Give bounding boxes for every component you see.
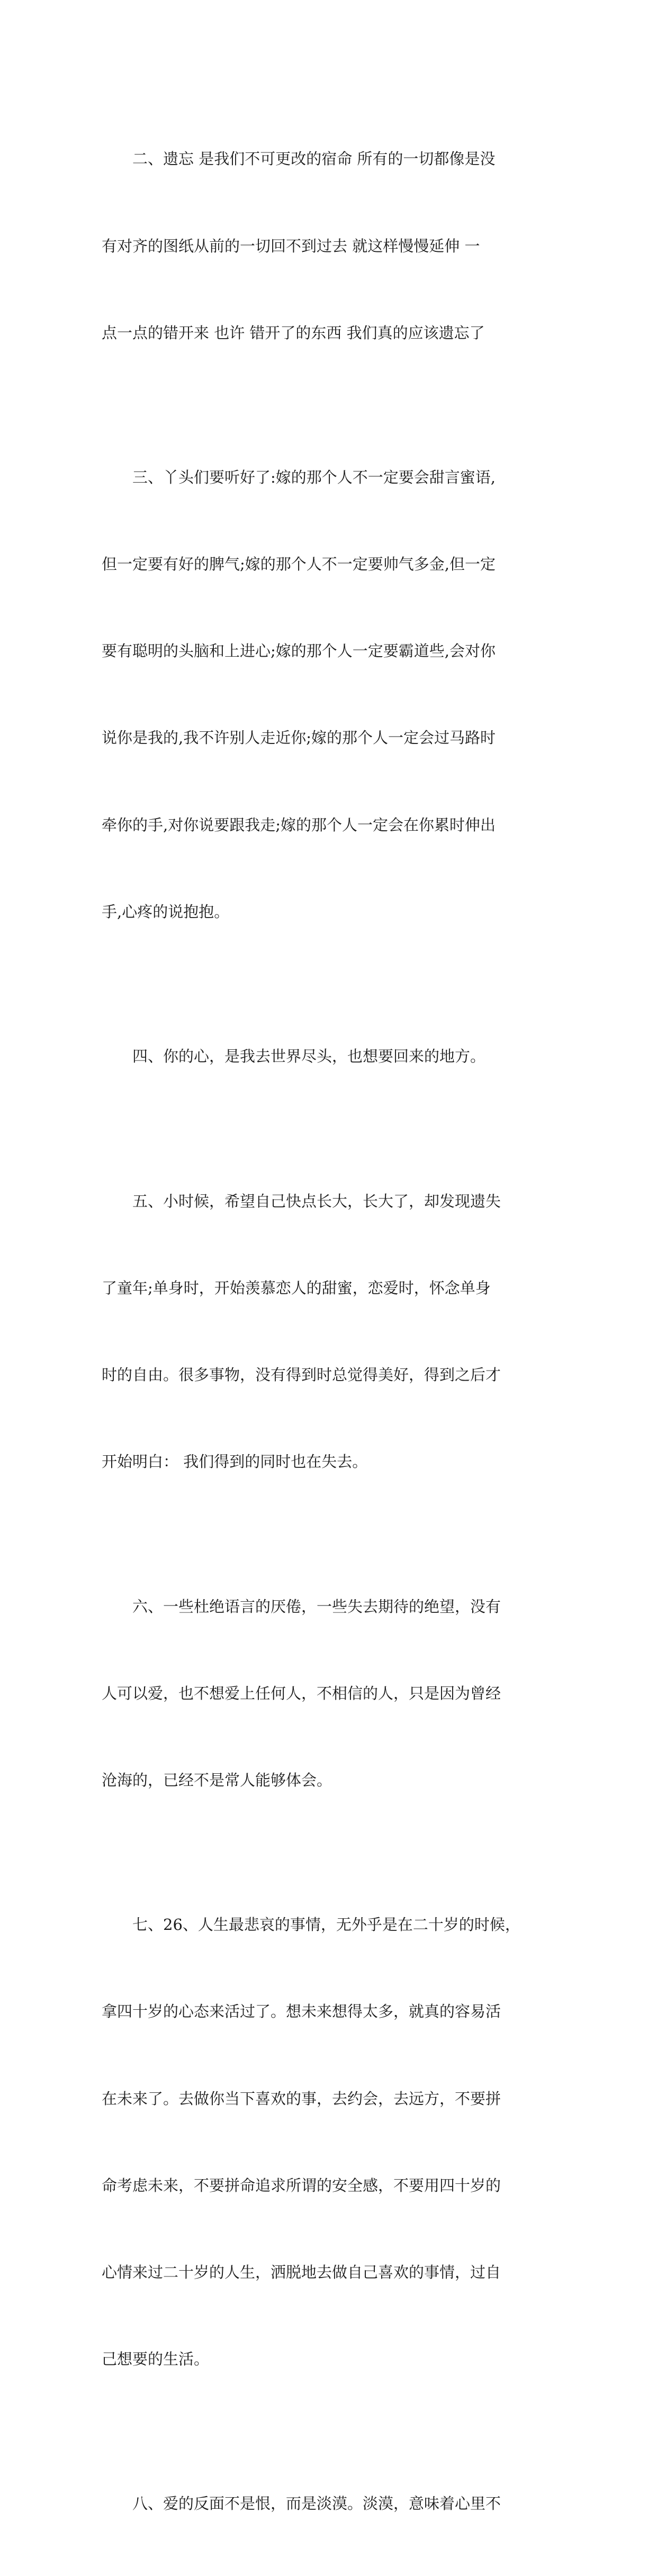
text-line: 有对齐的图纸从前的一切回不到过去 就这样慢慢延伸 一 (102, 237, 480, 255)
text-line: 拿四十岁的心态来活过了。想未来想得太多，就真的容易活 (102, 2002, 501, 2021)
paragraph-3 (102, 405, 557, 984)
paragraph-8 (102, 2432, 557, 2576)
text-line: 五、小时候，希望自己快点长大，长大了，却发现遗失 (132, 1192, 501, 1210)
text-line: 牵你的手,对你说要跟我走;嫁的那个人一定会在你累时伸出 (102, 815, 496, 834)
document-body (102, 87, 557, 2576)
text-line: 己想要的生活。 (102, 2350, 210, 2368)
text-line: 沧海的，已经不是常人能够体会。 (102, 1771, 332, 1789)
paragraph-7 (102, 1853, 557, 2432)
text-line: 二、遗忘 是我们不可更改的宿命 所有的一切都像是没 (132, 150, 496, 168)
text-line: 时的自由。很多事物，没有得到时总觉得美好，得到之后才 (102, 1365, 501, 1384)
text-line: 点一点的错开来 也许 错开了的东西 我们真的应该遗忘了 (102, 323, 485, 342)
text-line: 开始明白： 我们得到的同时也在失去。 (102, 1453, 368, 1471)
text-line: 要有聪明的头脑和上进心;嫁的那个人一定要霸道些,会对你 (102, 642, 496, 660)
text-line: 心情来过二十岁的人生，洒脱地去做自己喜欢的事情，过自 (102, 2263, 501, 2281)
text-line: 手,心疼的说抱抱。 (102, 902, 230, 921)
text-line: 三、丫头们要听好了:嫁的那个人不一定要会甜言蜜语, (132, 468, 496, 487)
paragraph-4 (102, 984, 557, 1129)
paragraph-2 (102, 87, 557, 405)
text-line: 八、爱的反面不是恨，而是淡漠。淡漠，意味着心里不 (132, 2495, 501, 2513)
text-line: 在未来了。去做你当下喜欢的事，去约会，去远方，不要拼 (102, 2089, 501, 2108)
paragraph-6 (102, 1534, 557, 1853)
text-line: 人可以爱，也不想爱上任何人，不相信的人，只是因为曾经 (102, 1684, 501, 1702)
text-line: 说你是我的,我不许别人走近你;嫁的那个人一定会过马路时 (102, 729, 496, 747)
text-line: 六、一些杜绝语言的厌倦，一些失去期待的绝望，没有 (132, 1597, 501, 1616)
text-line: 了童年;单身时，开始羡慕恋人的甜蜜，恋爱时，怀念单身 (102, 1278, 491, 1297)
text-line: 七、26、人生最悲哀的事情，无外乎是在二十岁的时候， (132, 1916, 520, 1934)
text-line: 四、你的心，是我去世界尽头，也想要回来的地方。 (132, 1047, 486, 1066)
text-line: 命考虑未来，不要拼命追求所谓的安全感，不要用四十岁的 (102, 2176, 501, 2194)
text-line: 但一定要有好的脾气;嫁的那个人不一定要帅气多金,但一定 (102, 555, 496, 574)
paragraph-5 (102, 1129, 557, 1534)
